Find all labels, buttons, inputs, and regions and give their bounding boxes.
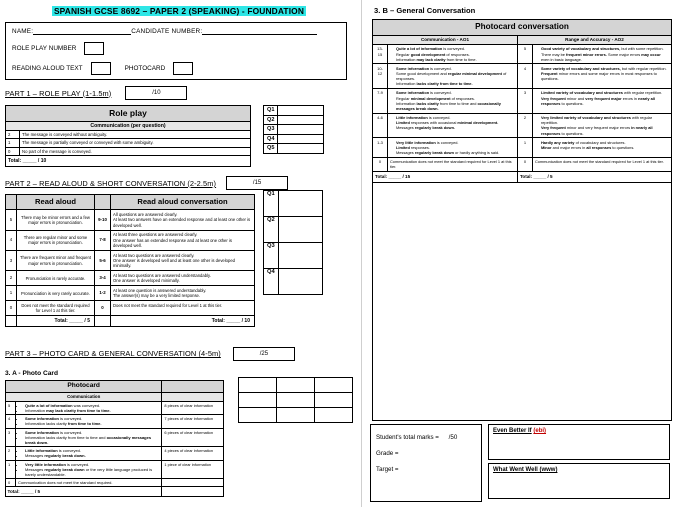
table-row bbox=[6, 460, 224, 479]
photocard-descriptor: Communication does not meet the standard required. bbox=[16, 479, 162, 487]
gc-ao2-descriptor: • Hardly any variety of vocabulary and structures. • Minor and major errors in all responses to questions. bbox=[532, 138, 671, 157]
question-label: Q3 bbox=[264, 243, 279, 269]
photocard-descriptor: • Little information is conveyed. • Messages regularly break down. bbox=[16, 447, 162, 460]
table-row bbox=[373, 44, 672, 63]
www-label: What Went Well (www) bbox=[493, 467, 558, 473]
photocard-table bbox=[5, 380, 224, 498]
ebi-suffix: (ebi) bbox=[533, 428, 547, 434]
photocard-grid-cell[interactable] bbox=[239, 392, 277, 407]
gc-ao2-band: 2 bbox=[517, 113, 532, 138]
reading-photocard-row bbox=[12, 62, 340, 75]
table-row bbox=[6, 251, 255, 271]
gc-ao2-band: 5 bbox=[517, 44, 532, 63]
target-row[interactable] bbox=[376, 462, 476, 478]
photocard-mark: 2 bbox=[6, 447, 16, 460]
table-row bbox=[373, 88, 672, 113]
photocard-evidence: 8 pieces of clear information bbox=[162, 401, 224, 414]
part1-header-row bbox=[5, 86, 353, 100]
question-mark-row[interactable] bbox=[264, 191, 323, 217]
photocard-descriptor: • Some information is conveyed. • Information lacks clarity from time to time. bbox=[16, 415, 162, 428]
photocard-grid-cell[interactable] bbox=[277, 377, 315, 392]
read-aloud-conversation-descriptor: At least three questions are answered clearly. One answer has an extended response and at least one other is developed well. bbox=[111, 230, 255, 250]
question-mark-row[interactable] bbox=[264, 144, 324, 154]
read-aloud-total-right: Total: _____ / 10 bbox=[111, 316, 255, 327]
gc-total-row bbox=[373, 172, 672, 183]
part2-header-row bbox=[5, 176, 353, 190]
table-row bbox=[373, 113, 672, 138]
role-play-question-marks[interactable] bbox=[263, 105, 324, 154]
section-3b-title: 3. B – General Conversation bbox=[374, 6, 476, 15]
photocard-mark: 5 bbox=[6, 401, 16, 414]
read-aloud-table bbox=[5, 194, 255, 326]
photocard-mark: 3 bbox=[6, 428, 16, 447]
role-play-subtitle-row bbox=[6, 121, 251, 131]
question-label: Q3 bbox=[264, 125, 278, 135]
comments-column bbox=[488, 424, 670, 502]
ebi-box[interactable] bbox=[488, 424, 670, 460]
question-mark-input[interactable] bbox=[278, 217, 322, 243]
read-aloud-conversation-col-title: Read aloud conversation bbox=[111, 195, 255, 210]
gc-ao2-band: 3 bbox=[517, 88, 532, 113]
reading-aloud-text-label: READING ALOUD TEXT bbox=[12, 65, 83, 72]
grade-row[interactable] bbox=[376, 446, 476, 462]
gc-total-ao2: Total: _____ / 5 bbox=[517, 172, 671, 183]
question-mark-row[interactable] bbox=[264, 134, 324, 144]
role-play-title-row bbox=[6, 106, 251, 122]
read-aloud-descriptor: There may be minor errors and a few major errors in pronunciation. bbox=[17, 210, 95, 230]
read-aloud-conversation-descriptor: All questions are answered clearly. At least two answers have an extended response and at least one other is developed well. bbox=[111, 210, 255, 230]
gc-ao2-descriptor: • Very limited variety of vocabulary and structures with regular repetition. • Very frequent minor and very frequent major errors in nearly all responses to questions. bbox=[532, 113, 671, 138]
question-mark-input[interactable] bbox=[278, 144, 324, 154]
photocard-mark: 1 bbox=[6, 460, 16, 479]
gc-ao1-descriptor: • Some information is conveyed. • Regular minimal development of responses. • Information lacks clarity from time to time and occasionally messages break down. bbox=[388, 88, 518, 113]
table-row bbox=[6, 139, 251, 147]
photocard-grid-cell[interactable] bbox=[315, 407, 353, 422]
gc-ao1-descriptor: • Little information is conveyed. • Limited responses with occasional minimal development. • Messages regularly break down. bbox=[388, 113, 518, 138]
read-aloud-col-title: Read aloud bbox=[17, 195, 95, 210]
photocard-grid-cell[interactable] bbox=[277, 407, 315, 422]
photocard-grid-cell[interactable] bbox=[315, 377, 353, 392]
question-label: Q1 bbox=[264, 106, 278, 116]
gc-table-title: Photocard conversation bbox=[373, 20, 672, 36]
page-divider bbox=[361, 0, 362, 507]
gc-ao1-band: 1-3 bbox=[373, 138, 388, 157]
role-play-mark: 0 bbox=[6, 147, 20, 155]
question-label: Q2 bbox=[264, 217, 279, 243]
gc-ao1-descriptor: • Very little information is conveyed. • Limited responses. • Messages regularly break down or hardly anything is said. bbox=[388, 138, 518, 157]
candidate-number-input[interactable] bbox=[202, 28, 317, 35]
table-row bbox=[6, 479, 224, 487]
role-play-descriptor: The message is partially conveyed or conveyed with some ambiguity. bbox=[20, 139, 251, 147]
question-mark-row[interactable] bbox=[264, 269, 323, 295]
www-box[interactable] bbox=[488, 463, 670, 499]
read-aloud-descriptor: There are regular minor and some major errors in pronunciation. bbox=[17, 230, 95, 250]
read-aloud-band: 5-6 bbox=[95, 251, 111, 271]
part2-heading: PART 2 – READ ALOUD & SHORT CONVERSATION (2-2.5m) bbox=[5, 178, 217, 188]
table-row bbox=[6, 230, 255, 250]
table-row bbox=[6, 147, 251, 155]
question-mark-input[interactable] bbox=[278, 106, 324, 116]
gc-ao1-band: 7-9 bbox=[373, 88, 388, 113]
gc-ao1-descriptor: • Some information is conveyed. • Some good development and regular minimal development of responses. • Information lacks clarity from time to time. bbox=[388, 64, 518, 89]
question-label: Q4 bbox=[264, 269, 279, 295]
read-aloud-conversation-descriptor: At least two questions are answered clearly. One answer is developed well and at least one other is developed minimally. bbox=[111, 251, 255, 271]
role-play-total: Total: _____ / 10 bbox=[6, 156, 251, 167]
gc-ao1-descriptor: Communication does not meet the standard required for Level 1 at this tier. bbox=[388, 157, 518, 171]
role-play-title: Role play bbox=[6, 106, 251, 122]
table-row bbox=[373, 64, 672, 89]
question-mark-row[interactable] bbox=[264, 125, 324, 135]
part1-score-box[interactable] bbox=[125, 86, 187, 100]
read-aloud-band: 9-10 bbox=[95, 210, 111, 230]
photocard-grid-cell[interactable] bbox=[277, 392, 315, 407]
total-marks-out-of: /50 bbox=[448, 434, 458, 441]
role-play-descriptor: The message is conveyed without ambiguity. bbox=[20, 131, 251, 139]
read-aloud-descriptor: There are frequent minor and frequent major errors in pronunciation. bbox=[17, 251, 95, 271]
gc-col-ao2: Range and Accuracy - AO2 bbox=[517, 35, 671, 44]
photocard-title: Photocard bbox=[6, 380, 162, 393]
photocard-descriptor: • Some information is conveyed. • Information lacks clarity from time to time and occasionally messages break down. bbox=[16, 428, 162, 447]
photocard-mark-grid[interactable] bbox=[238, 377, 353, 423]
part1-score-label: /10 bbox=[152, 90, 161, 96]
question-label: Q5 bbox=[264, 144, 278, 154]
question-mark-input[interactable] bbox=[278, 269, 322, 295]
target-label: Target = bbox=[376, 465, 399, 473]
role-play-total-row bbox=[6, 156, 251, 167]
photocard-descriptor: • Very little information is conveyed. • Messages regularly break down or the very little language produced is barely understandable. bbox=[16, 460, 162, 479]
ebi-label: Even Better If bbox=[493, 428, 532, 434]
photocard-body bbox=[5, 377, 353, 498]
part1-body bbox=[5, 105, 353, 167]
part3-score-label: /25 bbox=[259, 350, 269, 357]
photocard-descriptor: • Quite a lot of information was conveyed. • Information may lack clarity from time to time. bbox=[16, 401, 162, 414]
question-mark-input[interactable] bbox=[278, 115, 324, 125]
question-mark-row[interactable] bbox=[264, 106, 324, 116]
table-row bbox=[6, 210, 255, 230]
gc-ao2-band: 4 bbox=[517, 64, 532, 89]
table-row bbox=[6, 271, 255, 286]
read-aloud-total-left: Total: _____ / 5 bbox=[17, 316, 95, 327]
examiner-notes-area[interactable] bbox=[372, 183, 672, 421]
gc-title-row bbox=[373, 20, 672, 36]
photocard-evidence bbox=[162, 479, 224, 487]
candidate-number-label: CANDIDATE NUMBER: bbox=[131, 28, 203, 35]
table-row bbox=[6, 286, 255, 301]
table-row bbox=[373, 157, 672, 171]
question-label: Q2 bbox=[264, 115, 278, 125]
table-row bbox=[6, 301, 255, 316]
read-aloud-mark: 5 bbox=[6, 210, 17, 230]
table-row bbox=[6, 447, 224, 460]
part3-heading: PART 3 – PHOTO CARD & GENERAL CONVERSATION (4-5m) bbox=[5, 349, 221, 359]
gc-ao1-band: 0 bbox=[373, 157, 388, 171]
role-play-mark: 1 bbox=[6, 139, 20, 147]
question-label: Q4 bbox=[264, 134, 278, 144]
read-aloud-total-row bbox=[6, 316, 255, 327]
role-play-number-row bbox=[12, 42, 340, 55]
gc-ao2-descriptor: Communication does not meet the standard required for Level 1 at this tier. bbox=[532, 157, 671, 171]
photocard-subtitle-row bbox=[6, 393, 224, 402]
gc-subheader-row bbox=[373, 35, 672, 44]
part2-body bbox=[5, 190, 353, 326]
name-row bbox=[12, 28, 340, 35]
role-play-mark: 2 bbox=[6, 131, 20, 139]
read-aloud-mark: 3 bbox=[6, 251, 17, 271]
photocard-grid-cell[interactable] bbox=[239, 377, 277, 392]
photocard-evidence: 1 piece of clear information bbox=[162, 460, 224, 479]
read-aloud-descriptor: Pronunciation is very rarely accurate. bbox=[17, 286, 95, 301]
gc-ao2-descriptor: • Limited variety of vocabulary and structures with regular repetition. • Very frequent minor and very frequent major errors in nearly all responses to questions. bbox=[532, 88, 671, 113]
general-conversation-table bbox=[372, 19, 672, 183]
photocard-mark: 4 bbox=[6, 415, 16, 428]
photocard-label: PHOTOCARD bbox=[124, 65, 166, 72]
gc-col-ao1: Communication - AO1 bbox=[373, 35, 518, 44]
name-label: NAME: bbox=[12, 28, 34, 35]
role-play-table bbox=[5, 105, 251, 167]
section-3a-title: 3. A - Photo Card bbox=[5, 369, 58, 377]
feedback-section bbox=[370, 424, 672, 502]
photocard-total: Total: _____ / 5 bbox=[6, 487, 162, 497]
part3-score-box[interactable] bbox=[233, 347, 295, 361]
read-aloud-header-row bbox=[6, 195, 255, 210]
role-play-subtitle: Communication (per question) bbox=[6, 121, 251, 131]
gc-ao1-band: 10-12 bbox=[373, 64, 388, 89]
table-row bbox=[6, 415, 224, 428]
role-play-number-label: ROLE PLAY NUMBER bbox=[12, 45, 77, 52]
table-row bbox=[6, 131, 251, 139]
gc-ao1-band: 4-6 bbox=[373, 113, 388, 138]
read-aloud-mark: 4 bbox=[6, 230, 17, 250]
gc-ao2-descriptor: • Good variety of vocabulary and structures, but with some repetition. • There may be frequent minor errors. Some major errors may occur even in basic language. bbox=[532, 44, 671, 63]
question-mark-input[interactable] bbox=[278, 125, 324, 135]
part2-score-box[interactable] bbox=[226, 176, 288, 190]
read-aloud-band: 3-4 bbox=[95, 271, 111, 286]
gc-ao2-descriptor: • Some variety of vocabulary and structures, but with regular repetition. • Frequent minor errors and some major errors in most responses to questions. bbox=[532, 64, 671, 89]
read-aloud-mark: 0 bbox=[6, 301, 17, 316]
role-play-number-input[interactable] bbox=[84, 42, 104, 55]
name-input[interactable] bbox=[33, 28, 131, 35]
read-aloud-conversation-descriptor: At least one question is answered understandably. The answer(s) may be a very limited response. bbox=[111, 286, 255, 301]
page-title-text: SPANISH GCSE 8692 – PAPER 2 (SPEAKING) - FOUNDATION bbox=[53, 6, 305, 16]
marks-summary-box bbox=[370, 424, 482, 502]
role-play-rows bbox=[6, 131, 251, 156]
table-row bbox=[6, 401, 224, 414]
photocard-input[interactable] bbox=[173, 62, 193, 75]
question-mark-row[interactable] bbox=[264, 217, 323, 243]
part2-score-label: /15 bbox=[252, 180, 262, 187]
read-aloud-descriptor: Does not meet the standard required for Level 1 at this tier. bbox=[17, 301, 95, 316]
photocard-mark: 0 bbox=[6, 479, 16, 487]
photocard-title-row bbox=[6, 380, 224, 393]
read-aloud-band: 1-2 bbox=[95, 286, 111, 301]
question-mark-input[interactable] bbox=[278, 134, 324, 144]
read-aloud-conversation-descriptor: Does not meet the standard required for Level 1 at this tier. bbox=[111, 301, 255, 316]
question-mark-input[interactable] bbox=[278, 191, 322, 217]
gc-ao1-descriptor: • Quite a lot of information is conveyed. • Regular good development of responses. • Information may lack clarity from time to time. bbox=[388, 44, 518, 63]
candidate-details-box bbox=[5, 22, 347, 80]
total-marks-label: Student's total marks = bbox=[376, 434, 439, 441]
question-label: Q1 bbox=[264, 191, 279, 217]
read-aloud-mark: 2 bbox=[6, 271, 17, 286]
total-marks-row bbox=[376, 430, 476, 446]
gc-ao1-band: 13-15 bbox=[373, 44, 388, 63]
table-row bbox=[6, 428, 224, 447]
role-play-descriptor: No part of the message is conveyed. bbox=[20, 147, 251, 155]
photocard-total-row bbox=[6, 487, 224, 497]
reading-aloud-text-input[interactable] bbox=[91, 62, 111, 75]
read-aloud-question-marks[interactable] bbox=[263, 190, 323, 295]
read-aloud-band: 0 bbox=[95, 301, 111, 316]
grade-label: Grade = bbox=[376, 449, 399, 457]
photocard-evidence: 6 pieces of clear information bbox=[162, 428, 224, 447]
photocard-grid-cell[interactable] bbox=[239, 407, 277, 422]
part3-header-row bbox=[5, 347, 353, 361]
read-aloud-descriptor: Pronunciation is rarely accurate. bbox=[17, 271, 95, 286]
table-row bbox=[373, 138, 672, 157]
read-aloud-mark: 1 bbox=[6, 286, 17, 301]
question-mark-input[interactable] bbox=[278, 243, 322, 269]
gc-ao2-band: 0 bbox=[517, 157, 532, 171]
part1-heading: PART 1 – ROLE PLAY (1-1.5m) bbox=[5, 88, 112, 98]
photocard-evidence: 7 pieces of clear information bbox=[162, 415, 224, 428]
read-aloud-band: 7-8 bbox=[95, 230, 111, 250]
gc-ao2-band: 1 bbox=[517, 138, 532, 157]
photocard-evidence: 4 pieces of clear information bbox=[162, 447, 224, 460]
question-mark-row[interactable] bbox=[264, 115, 324, 125]
gc-total-ao1: Total: _____ / 15 bbox=[373, 172, 518, 183]
page-title bbox=[5, 6, 353, 16]
photocard-grid-cell[interactable] bbox=[315, 392, 353, 407]
photocard-subtitle: Communication bbox=[6, 393, 162, 402]
read-aloud-conversation-descriptor: At least two questions are answered understandably. One answer is developed minimally. bbox=[111, 271, 255, 286]
question-mark-row[interactable] bbox=[264, 243, 323, 269]
